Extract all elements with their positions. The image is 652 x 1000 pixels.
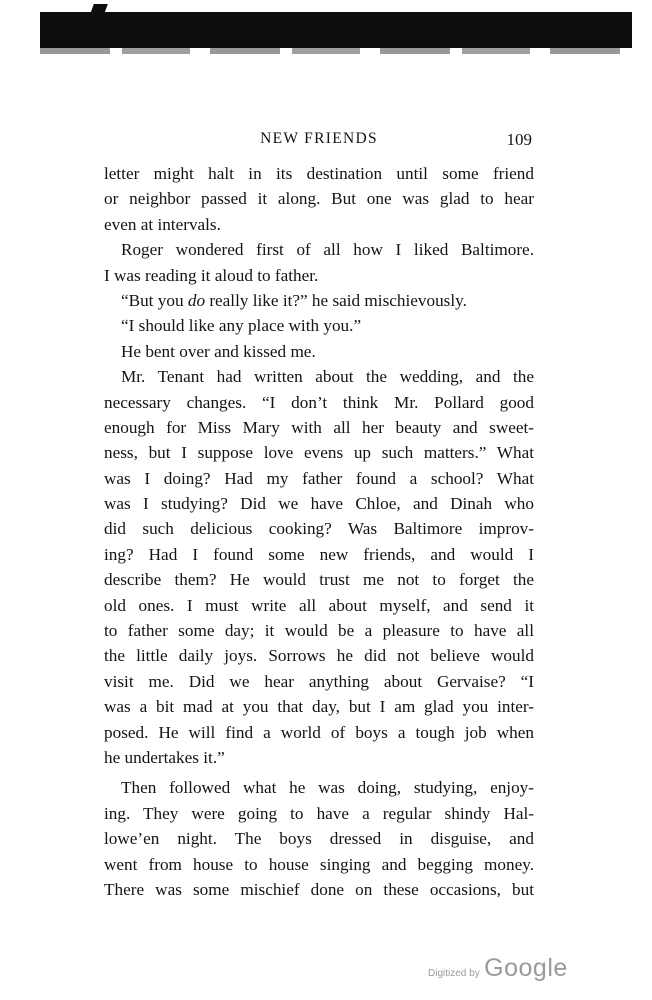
text-line: went from house to house singing and begging money. <box>104 854 534 874</box>
text-line: enough for Miss Mary with all her beauty and sweet- <box>104 417 534 437</box>
text-line: necessary changes. “I don’t think Mr. Pollard good <box>104 392 534 412</box>
text-line: posed. He will find a world of boys a tough job when <box>104 722 534 742</box>
text-line: even at intervals. <box>104 214 221 234</box>
running-header <box>104 130 534 154</box>
text-line: ness, but I suppose love evens up such matters.” What <box>104 443 534 463</box>
text-line: letter might halt in its destination until some friend <box>104 164 534 183</box>
text-line: He bent over and kissed me. <box>121 341 316 361</box>
text-line: ing. They were going to have a regular shindy Hal- <box>104 803 534 823</box>
text-line: the little daily joys. Sorrows he did not believe would <box>104 646 534 666</box>
watermark-prefix: Digitized by <box>428 968 480 979</box>
body-text <box>104 161 534 902</box>
digitized-watermark <box>428 954 568 983</box>
google-logo: Google <box>484 954 568 982</box>
text-line: or neighbor passed it along. But one was glad to hear <box>104 189 534 209</box>
text-line: Roger wondered first of all how I liked Baltimore. <box>121 240 534 260</box>
text-line: was I studying? Did we have Chloe, and Dinah who <box>104 494 534 514</box>
text-line: he undertakes it.” <box>104 747 225 767</box>
text-line: was a bit mad at you that day, but I am glad you inter- <box>104 697 534 717</box>
text-line: visit me. Did we hear anything about Gervaise? “I <box>104 671 534 691</box>
text-line: There was some mischief done on these occasions, but <box>104 879 534 899</box>
text-line: old ones. I must write all about myself, and send it <box>104 595 534 615</box>
scan-border-artifact <box>40 12 632 48</box>
text-line: to father some day; it would be a pleasure to have all <box>104 621 534 641</box>
text-line: “But you do really like it?” he said mischievously. <box>121 290 467 310</box>
text-line: describe them? He would trust me not to forget the <box>104 570 534 590</box>
chapter-title: NEW FRIENDS <box>260 130 378 147</box>
text-line: did such delicious cooking? Was Baltimore improv- <box>104 519 534 539</box>
page-number: 109 <box>506 130 532 149</box>
text-line: ing? Had I found some new friends, and would I <box>104 544 534 564</box>
text-line: Then followed what he was doing, studying, enjoy- <box>121 778 534 798</box>
text-line: I was reading it aloud to father. <box>104 265 319 285</box>
text-line: “I should like any place with you.” <box>121 316 362 336</box>
text-line: Mr. Tenant had written about the wedding, and the <box>121 367 534 387</box>
text-line: was I doing? Had my father found a school? What <box>104 468 534 488</box>
text-line: lowe’en night. The boys dressed in disguise, and <box>104 829 534 849</box>
